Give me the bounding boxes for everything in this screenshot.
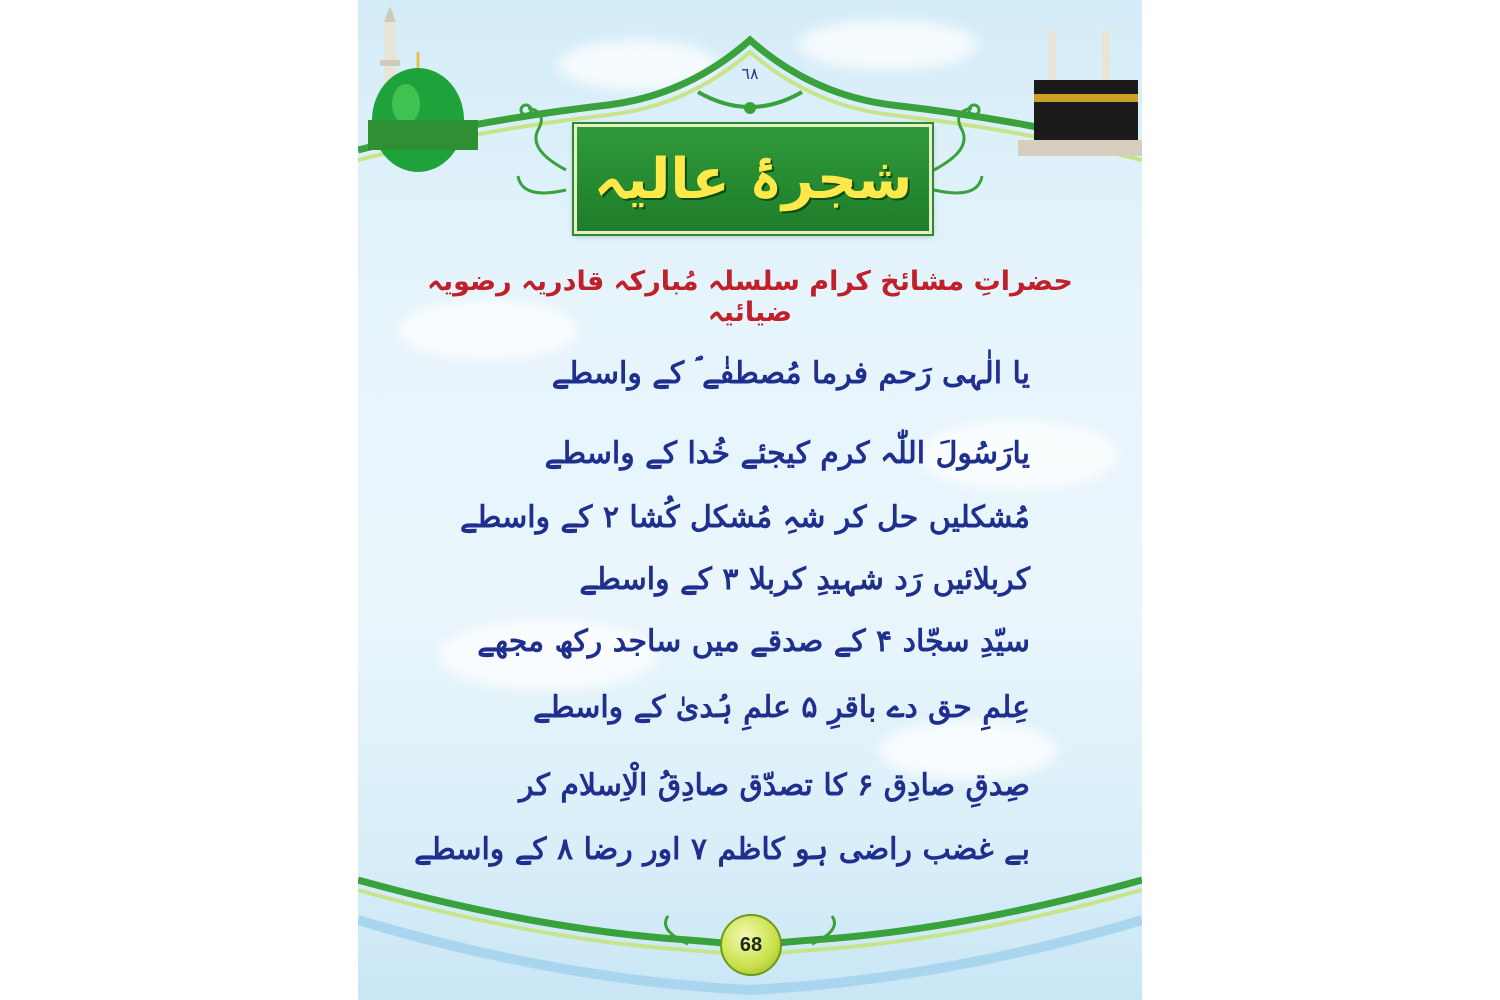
kaaba-icon (1018, 30, 1142, 156)
verse-line-2: یارَسُولَ اللّٰہ کرم کیجئے خُدا کے واسطے (544, 436, 1030, 471)
verse-line-5: سیّدِ سجّاد ۴ کے صدقے میں ساجد رکھ مجھے (477, 624, 1030, 659)
page-number-badge: 68 (720, 914, 782, 976)
page-title: شجرۂ عالیہ (593, 146, 913, 212)
page-subtitle: حضراتِ مشائخ کرام سلسلہ مُبارکہ قادریہ رضویہ ضیائیہ (427, 266, 1073, 328)
verse-line-8: بے غضب راضی ہو کاظم ۷ اور رضا ۸ کے واسطے (414, 832, 1030, 867)
verse-line-7: صِدقِ صادِق ۶ کا تصدّق صادِقُ الْاِسلام کر (519, 768, 1030, 803)
verse-line-3: مُشکلیں حل کر شہِ مُشکل کُشا ۲ کے واسطے (459, 500, 1030, 535)
dome-icon (368, 6, 478, 172)
book-page (358, 0, 1142, 1000)
verse-line-6: عِلمِ حق دے باقرِ ۵ علمِ ہُدیٰ کے واسطے (533, 690, 1030, 725)
verse-line-4: کربلائیں رَد شہیدِ کربلا ۳ کے واسطے (579, 562, 1030, 597)
small-page-number: ٦٨ (741, 64, 759, 83)
verse-line-1: یا الٰہی رَحم فرما مُصطفٰے ؐ کے واسطے (551, 356, 1030, 391)
title-panel (574, 124, 932, 234)
